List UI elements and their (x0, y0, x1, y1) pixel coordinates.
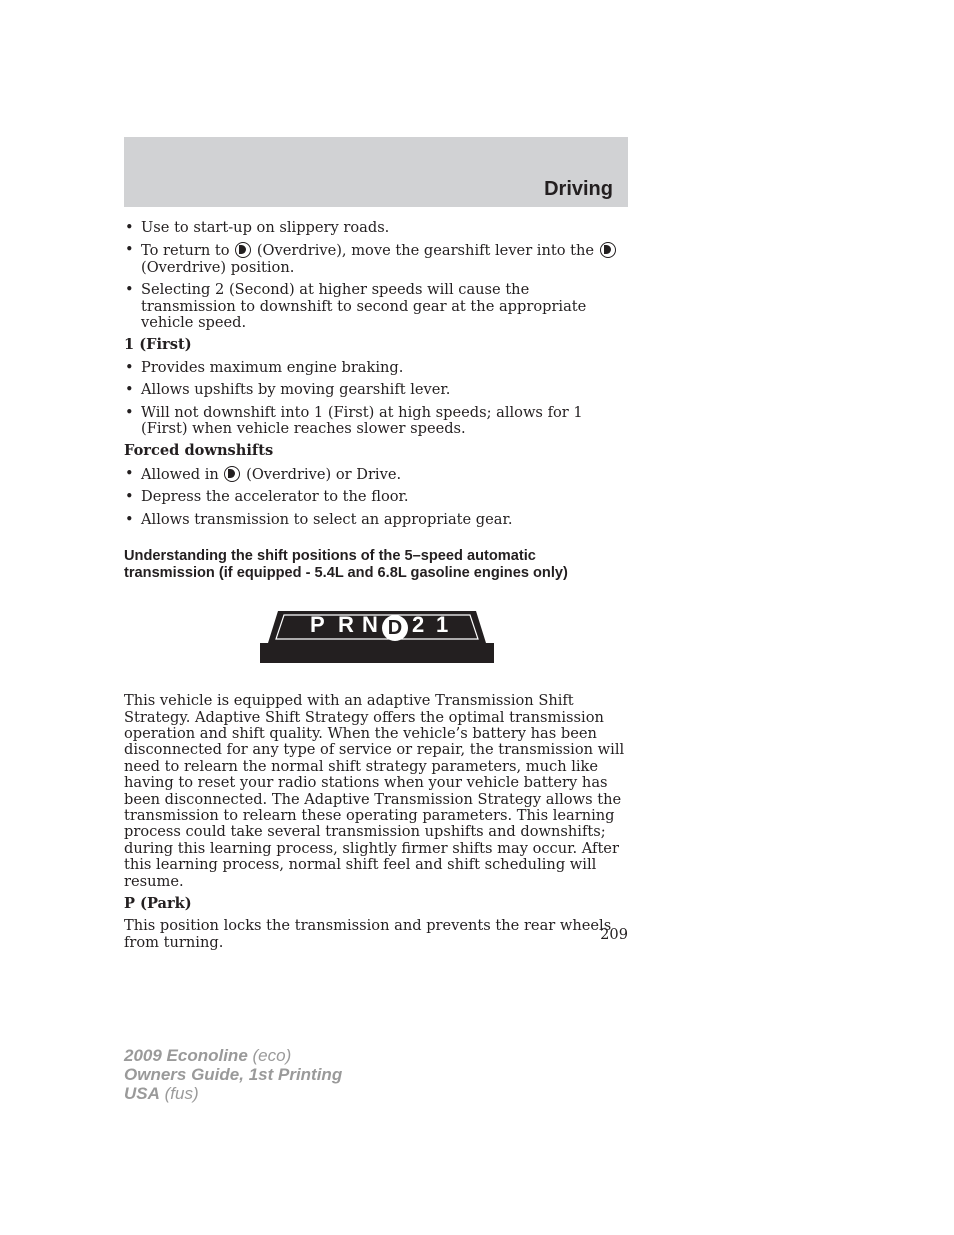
gear-r: R (338, 612, 354, 638)
gear-p: P (310, 612, 325, 638)
page-number: 209 (600, 926, 628, 943)
heading-first: 1 (First) (124, 336, 192, 354)
heading-park: P (Park) (124, 894, 192, 912)
body-paragraph: This position locks the transmission and prevents the rear wheels from turning. (124, 917, 612, 951)
gear-n: N (362, 612, 378, 638)
body-paragraph: This vehicle is equipped with an adaptive Transmission Shift Strategy. Adaptive Shift Strategy offers the optimal transmission operation and shift quality. When the vehicle’s battery has been disconnected for any type of service or repair, the transmission will need to relearn the normal shift strategy parameters, much like having to reset your radio stations when your vehicle battery has been disconnected. The Adaptive Transmission Strategy allows the transmission to relearn these operating parameters. This learning process could take several transmission upshifts and downshifts; during this learning process, slightly firmer shifts may occur. After this learning process, normal shift feel and shift scheduling will resume. (124, 692, 625, 890)
gear-1: 1 (436, 612, 449, 638)
overdrive-d-icon (600, 242, 616, 258)
list-item: • Allows transmission to select an appropriate gear. (124, 512, 628, 528)
footer: 2009 Econoline (eco) Owners Guide, 1st Printing USA (fus) (124, 1046, 343, 1103)
overdrive-d-icon (224, 466, 240, 482)
list-item: • Will not downshift into 1 (First) at high speeds; allows for 1 (First) when vehicle reaches slower speeds. (124, 405, 628, 438)
list-item: • Allows upshifts by moving gearshift lever. (124, 382, 628, 398)
list-item: • To return to (Overdrive), move the gearshift lever into the (Overdrive) position. (124, 242, 628, 276)
list-item: • Provides maximum engine braking. (124, 360, 628, 376)
list-item: • Depress the accelerator to the floor. (124, 489, 628, 505)
section-heading-understanding: Understanding the shift positions of the 5–speed automatic transmission (if equipped - 5.4L and 6.8L gasoline engines only) (124, 548, 568, 581)
gear-indicator-graphic (260, 609, 494, 663)
gear-2: 2 (412, 612, 425, 638)
list-item: • Allowed in (Overdrive) or Drive. (124, 466, 628, 483)
list-item: • Selecting 2 (Second) at higher speeds will cause the transmission to downshift to second gear at the appropriate vehicle speed. (124, 282, 628, 331)
heading-forced-downshifts: Forced downshifts (124, 442, 274, 460)
section-title: Driving (544, 178, 613, 200)
header-band (124, 137, 628, 207)
list-item: • Use to start-up on slippery roads. (124, 220, 628, 236)
overdrive-d-icon (235, 242, 251, 258)
gear-d-icon: D (382, 615, 408, 641)
page-content (124, 220, 628, 957)
